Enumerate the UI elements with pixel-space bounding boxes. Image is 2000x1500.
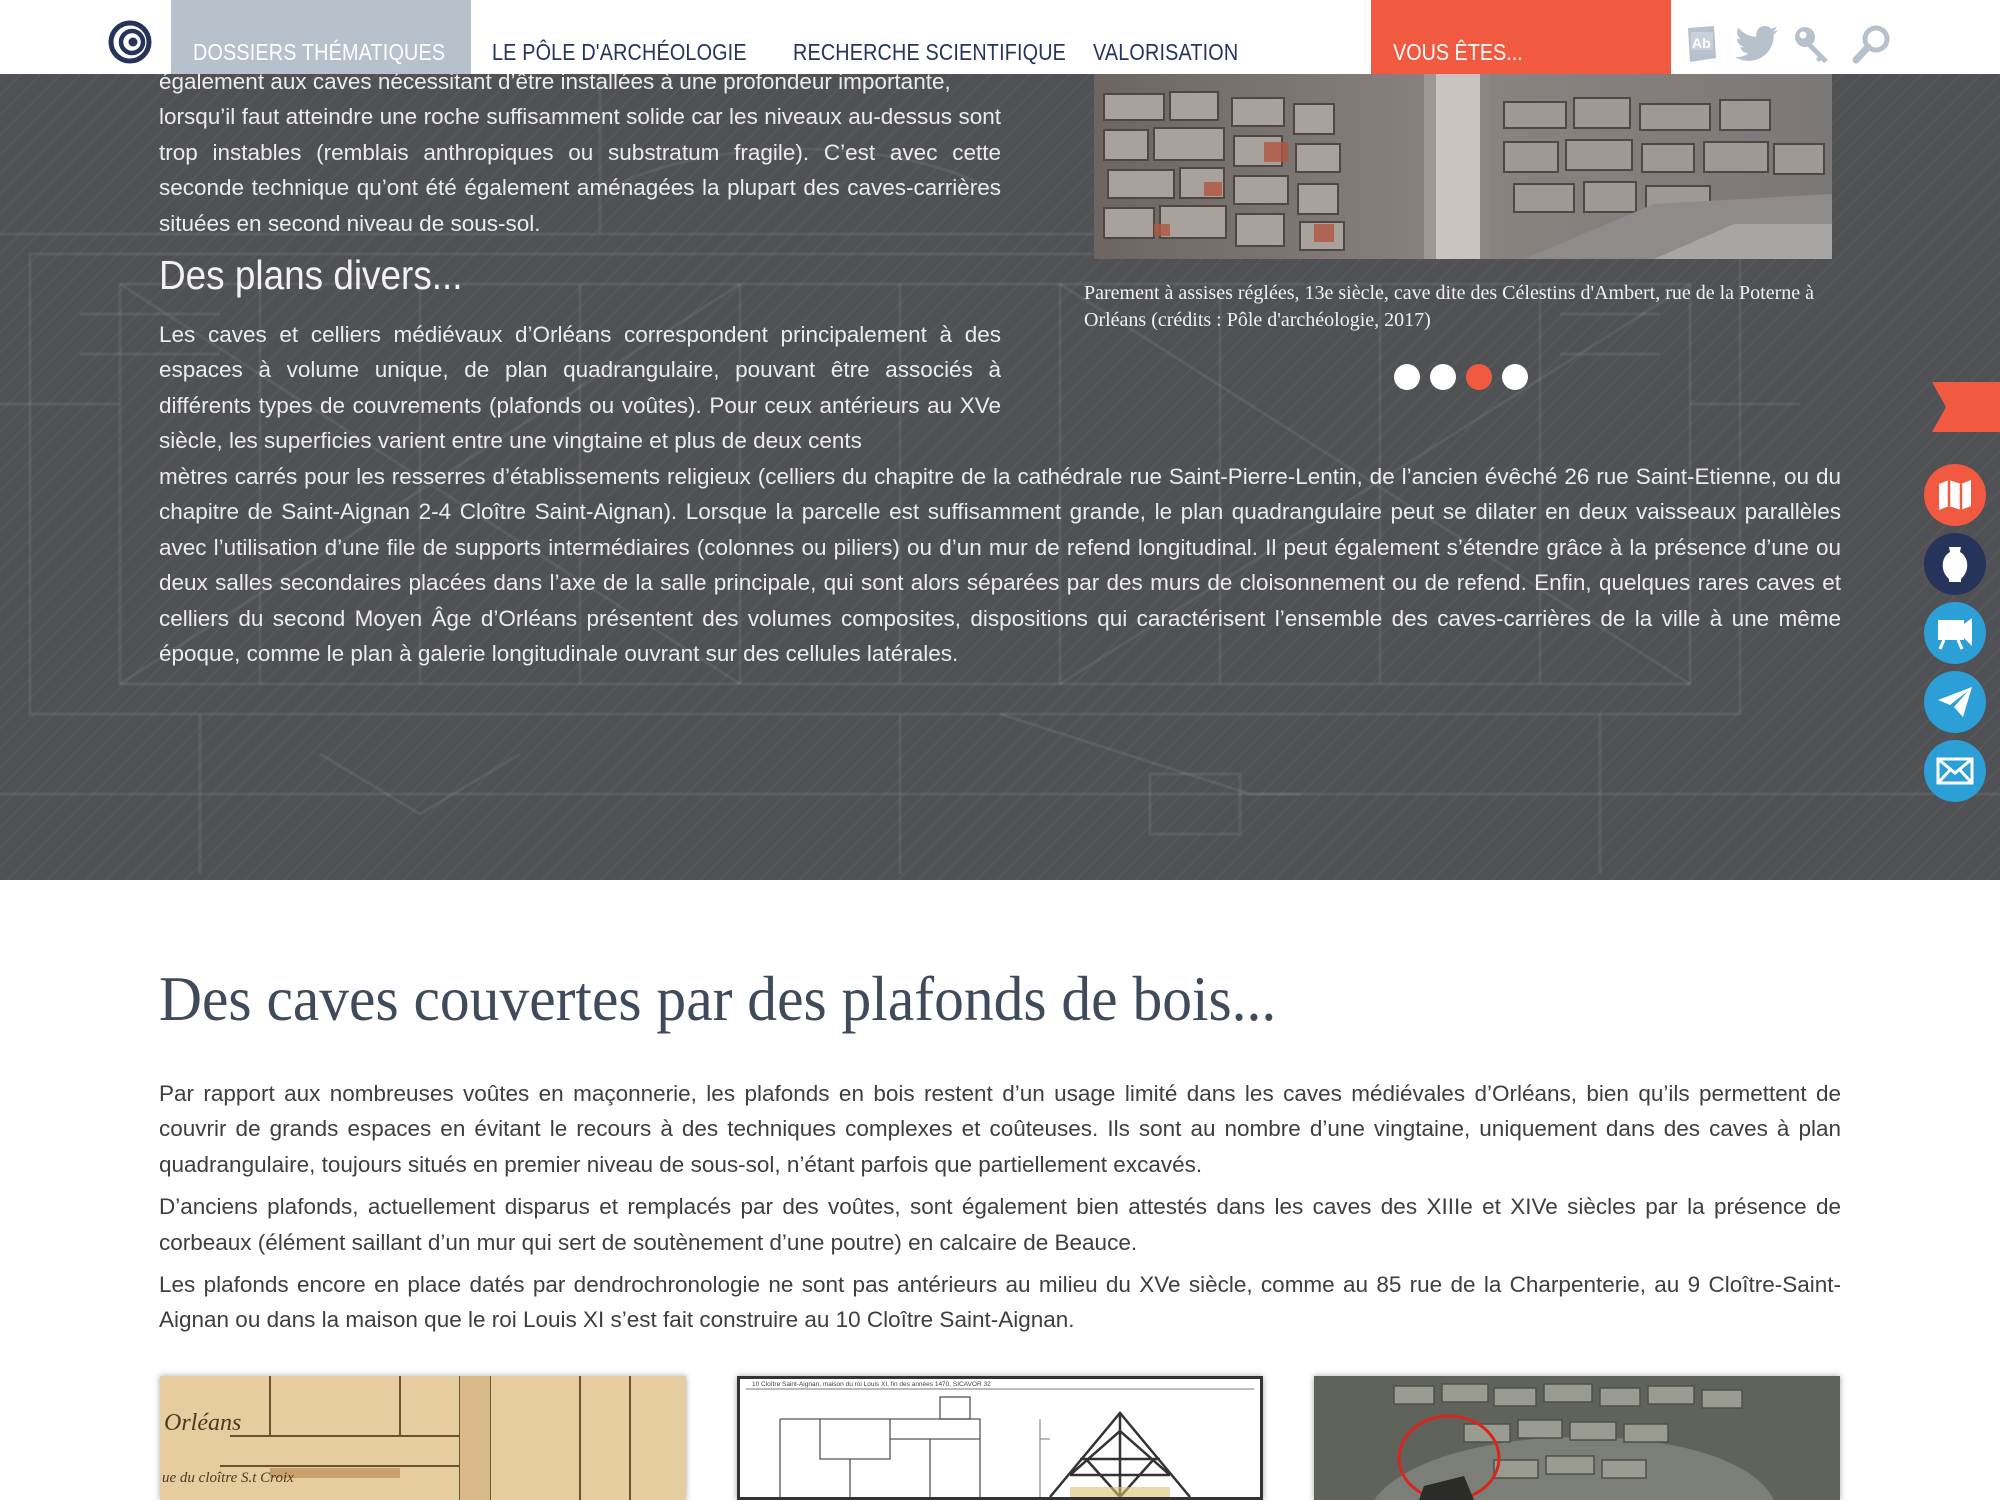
slider-dot-3-active[interactable]	[1466, 364, 1492, 390]
dark-content-section	[0, 74, 2000, 880]
vous-etes-button[interactable]: VOUS ÊTES...	[1371, 0, 1671, 74]
plafonds-paragraph-2: D’anciens plafonds, actuellement disparus et remplacés par des voûtes, sont également bien attestés dans les caves des XIIIe et XIVe siècles par la présence de corbeaux (élément saillant d’un mur qui sert de soutènement d’une poutre) en calcaire de Beauce.	[159, 1194, 1841, 1255]
photo-caption: Parement à assises réglées, 13e siècle, cave dite des Célestins d'Ambert, rue de la Poterne à Orléans (crédits : Pôle d'archéologie, 2017)	[1084, 282, 1815, 331]
side-vase-button[interactable]	[1924, 533, 1986, 595]
side-projector-button[interactable]	[1924, 602, 1986, 664]
slider-dot-1[interactable]	[1394, 364, 1420, 390]
intro-text	[159, 74, 1001, 241]
slider-dots	[1394, 364, 1528, 390]
dictionary-icon[interactable]	[1684, 24, 1724, 64]
thumbnail-manuscript-plan[interactable]	[160, 1376, 686, 1500]
logo-icon[interactable]	[108, 20, 152, 64]
thumbnail-vault-photo[interactable]	[1314, 1376, 1840, 1500]
nav-pole-archeologie[interactable]: LE PÔLE D'ARCHÉOLOGIE	[492, 39, 747, 65]
slider-dot-4[interactable]	[1502, 364, 1528, 390]
key-icon[interactable]	[1792, 24, 1832, 64]
section-heading-plans: Des plans divers...	[159, 252, 463, 298]
manuscript-word-orleans: Orléans	[164, 1410, 242, 1436]
plans-paragraph-narrow: Les caves et celliers médiévaux d’Orléans correspondent principalement à des espaces à volume unique, de plan quadrangulaire, pouvant être associés à différents types de couvrements (plafonds ou voûtes). Pour ceux antérieurs au XVe siècle, les superficies varient entre une vingtaine et plus de deux cents	[159, 322, 1001, 454]
intro-paragraph: lorsqu’il faut atteindre une roche suffisamment solide car les niveaux au-dessus sont trop instables (remblais anthropiques ou substratum fragile). C’est avec cette seconde technique qu’ont été également aménagées la plupart des caves-carrières situées en second niveau de sous-sol.	[159, 104, 1001, 236]
plafonds-paragraph-1: Par rapport aux nombreuses voûtes en maçonnerie, les plafonds en bois restent d’un usage limité dans les caves médiévales d’Orléans, bien qu’ils permettent de couvrir de grands espaces en évitant le recours à des techniques complexes et coûteuses. Ils sont au nombre d’une vingtaine, uniquement dans des caves à plan quadrangulaire, toujours situés en premier niveau de sous-sol, n’étant parfois que partiellement excavés.	[159, 1081, 1841, 1177]
plafonds-paragraph-3: Les plafonds encore en place datés par dendrochronologie ne sont pas antérieurs au milieu du XVe siècle, comme au 85 rue de la Charpenterie, au 9 Cloître-Saint-Aignan ou dans la maison que le roi Louis XI s’est fait construire au 10 Cloître Saint-Aignan.	[159, 1272, 1841, 1333]
slider-photo[interactable]	[1094, 74, 1832, 259]
side-map-button[interactable]	[1924, 464, 1986, 526]
section-heading-plafonds: Des caves couvertes par des plafonds de bois...	[159, 963, 1277, 1034]
twitter-icon[interactable]	[1734, 24, 1780, 64]
side-ribbon-tab[interactable]	[1932, 382, 2000, 432]
vase-icon	[1940, 545, 1970, 583]
search-icon[interactable]	[1852, 24, 1892, 64]
plafonds-text	[159, 1076, 1841, 1345]
side-paper-plane-button[interactable]	[1924, 671, 1986, 733]
envelope-icon	[1936, 757, 1974, 785]
thumbnail-technical-drawing[interactable]	[737, 1376, 1263, 1500]
drawing-title: 10 Cloître Saint-Aignan, maison du roi Louis XI, fin des années 1470, SICAVOR 32	[752, 1381, 991, 1388]
nav-valorisation[interactable]: VALORISATION	[1093, 39, 1239, 65]
manuscript-word-cloitre: ue du cloître S.t Croix	[162, 1470, 294, 1486]
slider-dot-2[interactable]	[1430, 364, 1456, 390]
side-envelope-button[interactable]	[1924, 740, 1986, 802]
map-icon	[1938, 480, 1972, 510]
top-navigation	[0, 0, 2000, 74]
projector-icon	[1936, 616, 1974, 650]
nav-dossiers-thematiques[interactable]: DOSSIERS THÉMATIQUES	[171, 0, 471, 74]
plans-paragraph-wide: mètres carrés pour les resserres d’établissements religieux (celliers du chapitre de la cathédrale rue Saint-Pierre-Lentin, de l’ancien évêché 26 rue Saint-Etienne, ou du chapitre de Saint-Aignan 2-4 Cloître Saint-Aignan). Lorsque la parcelle est suffisamment grande, le plan quadrangulaire peut se dilater en deux vaisseaux parallèles avec l’utilisation d’une file de supports intermédiaires (colonnes ou piliers) ou d’un mur de refend longitudinal. Il peut également s’étendre grâce à la présence d’une ou deux salles secondaires placées dans l’axe de la salle principale, qui sont alors séparées par des murs de cloisonnement ou de refend. Enfin, quelques rares caves et celliers du second Moyen Âge d’Orléans présentent des volumes composites, dispositions qui caractérisent l’ensemble des caves-carrières de la ville à une même époque, comme le plan à galerie longitudinale ouvrant sur des cellules latérales.	[159, 464, 1841, 667]
dictionary-badge: Ab	[1692, 35, 1711, 51]
nav-recherche-scientifique[interactable]: RECHERCHE SCIENTIFIQUE	[793, 39, 1067, 65]
paper-plane-icon	[1937, 686, 1973, 718]
intro-line-clipped: également aux caves nécessitant d’être installées à une profondeur importante,	[159, 74, 951, 94]
